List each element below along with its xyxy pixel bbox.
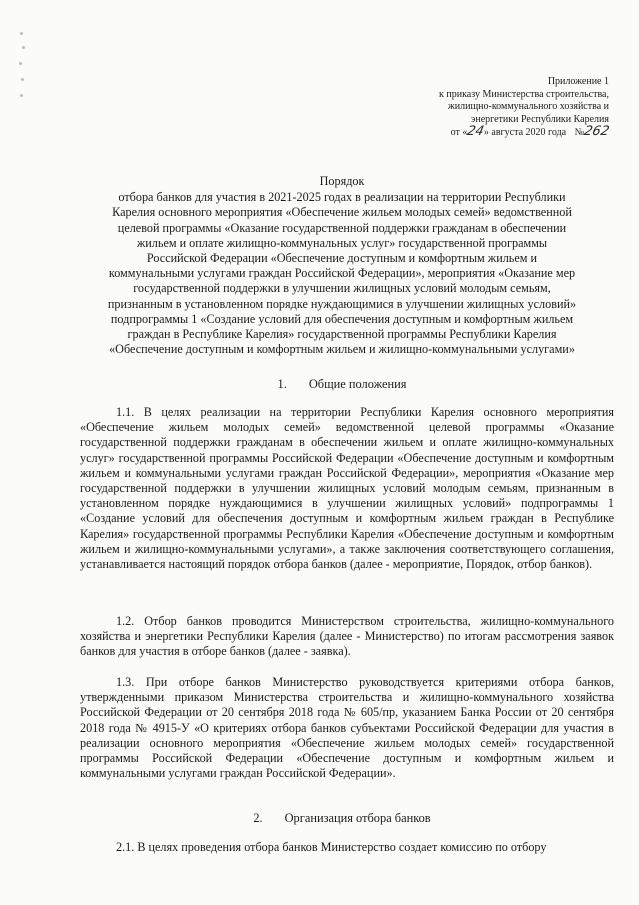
handwritten-day: 24 (465, 124, 486, 139)
title-line: подпрограммы 1 «Создание условий для обеспечения доступным и комфортным жильем (110, 311, 574, 326)
title-line: государственной поддержки в улучшении жилищных условий молодым семьям, (133, 281, 551, 296)
paragraph-2-1: 2.1. В целях проведения отбора банков Министерство создает комиссию по отбору (116, 840, 547, 854)
annex-date-prefix: от « (450, 127, 468, 138)
paragraph-1-1: 1.1. В целях реализации на территории Республики Карелия основного мероприятия «Обеспечение жильем молодых семей» ведомственной целевой программы «Оказание государственной поддержки гражданам в обеспечении жильем и оплате жилищно-коммунальных услуг» государственной программы Российской Федерации «Обеспечение доступным и комфортным жильем и коммунальными услугами граждан Российской Федерации», мероприятия «Оказание мер государственной поддержки в улучшении жилищных условий молодым семьям, признанным в установленном порядке нуждающимися в улучшении жилищных условий» подпрограммы 1 «Создание условий для обеспечения доступным и комфортным жильем граждан в Республике Карелия» государственной программы Республики Карелия «Обеспечение доступным и комфортным жильем и жилищно-коммунальными услугами», а также заключения соответствующего соглашения, устанавливается настоящий порядок отбора банков (далее - мероприятие, Порядок, отбор банков). (80, 405, 614, 572)
scan-edge-marks (18, 32, 26, 102)
annex-line-2: к приказу Министерства строительства, (439, 88, 609, 100)
section-1-title: Общие положения (308, 377, 407, 391)
annex-header (439, 76, 609, 140)
section-2-number: 2. (253, 811, 263, 825)
title-line: Российской Федерации «Обеспечение доступным и комфортным жильем и (146, 251, 538, 266)
title-line: признанным в установленном порядке нуждающимися в улучшении жилищных условий» (107, 296, 577, 311)
title-line: отбора банков для участия в 2021-2025 годах в реализации на территории Республики (118, 190, 566, 205)
title-line: граждан в Республике Карелия» государственной программы Республики Карелия (127, 327, 557, 342)
document-heading: Порядок (319, 174, 365, 188)
section-2-heading (72, 811, 612, 826)
section-1-heading (72, 377, 612, 392)
title-line: целевой программы «Оказание государственной поддержки гражданам в обеспечении (117, 220, 567, 235)
title-line: «Обеспечение доступным и комфортным жильем и жилищно-коммунальными услугами» (109, 342, 575, 357)
section-2-title: Организация отбора банков (284, 811, 431, 825)
handwritten-number: 262 (582, 124, 611, 139)
title-line: жильем и оплате жилищно-коммунальных услуг» государственной программы (136, 235, 548, 250)
section-1-number: 1. (277, 377, 287, 391)
annex-line-4: энергетики Республики Карелия (471, 113, 609, 125)
annex-date-line (439, 126, 609, 140)
title-line: коммунальными услугами граждан Российской Федерации», мероприятия «Оказание мер (108, 266, 576, 281)
annex-line-3: жилищно-коммунального хозяйства и (447, 101, 609, 112)
paragraph-1-3: 1.3. При отборе банков Министерство руководствуется критериями отбора банков, утвержденными приказом Министерства строительства и жилищно-коммунального хозяйства Российской Федерации от 20 сентября 2018 года № 605/пр, указанием Банка России от 20 сентября 2018 года № 4915-У «О критериях отбора банков субъектами Российской Федерации для участия в реализации основного мероприятия «Обеспечение жильем молодых семей» государственной программы Российской Федерации «Обеспечение доступным и комфортным жильем и коммунальными услугами граждан Российской Федерации». (80, 675, 614, 781)
annex-number-prefix: № (574, 127, 585, 138)
document-title-block (72, 174, 612, 357)
annex-line-1: Приложение 1 (547, 76, 609, 87)
title-line: Карелия основного мероприятия «Обеспечение жильем молодых семей» ведомственной (112, 205, 572, 220)
annex-date-mid: » августа 2020 года (483, 127, 567, 138)
paragraph-1-2: 1.2. Отбор банков проводится Министерством строительства, жилищно-коммунального хозяйства и энергетики Республики Карелия (далее - Министерство) по итогам рассмотрения заявок банков для участия в отборе банков (далее - заявка). (80, 614, 614, 659)
